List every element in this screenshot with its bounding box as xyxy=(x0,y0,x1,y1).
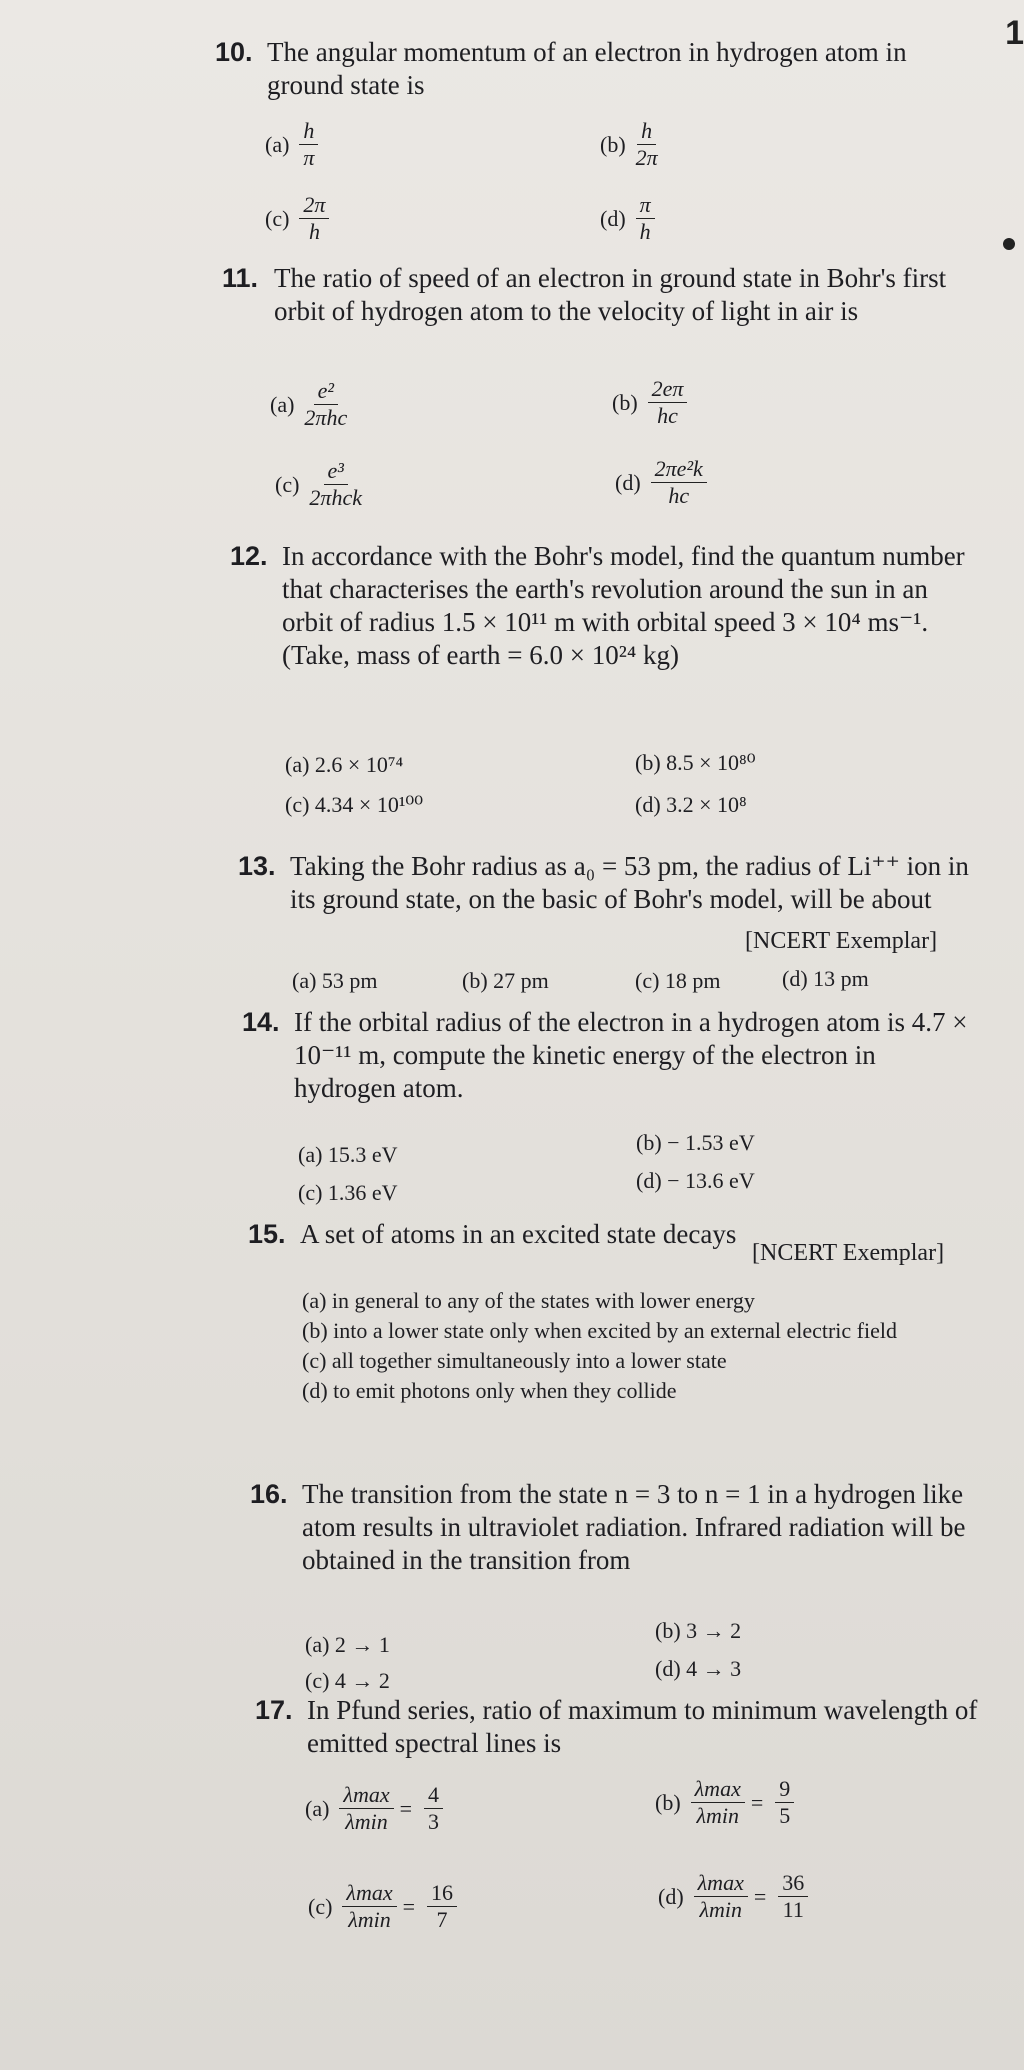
option-d[interactable]: (d) $\frac{\pi}{h}$ xyxy=(600,192,655,245)
option-a[interactable]: (a) 15.3 eV xyxy=(298,1142,398,1167)
question-14 xyxy=(242,1006,982,1105)
option-c[interactable]: (c) 18 pm xyxy=(635,968,721,993)
question-17 xyxy=(255,1694,995,1760)
option-a[interactable]: (a) in general to any of the states with lower energy xyxy=(302,1288,755,1313)
question-12 xyxy=(230,540,970,672)
option-b[interactable]: (b) 8.5 × 10⁸⁰ xyxy=(635,750,756,775)
question-number: 16. xyxy=(250,1479,288,1509)
bullet-dot xyxy=(1003,238,1015,250)
question-13 xyxy=(238,850,978,916)
option-d[interactable]: (d) 4 → 3 xyxy=(655,1656,742,1681)
option-d[interactable]: (d) to emit photons only when they collide xyxy=(302,1378,677,1403)
option-c[interactable]: (c) 4 → 2 xyxy=(305,1668,390,1693)
question-number: 12. xyxy=(230,541,268,571)
question-11 xyxy=(222,262,982,328)
question-text: Taking the Bohr radius as a₀ = 53 pm, the radius of Li⁺⁺ ion in its ground state, on the basic of Bohr's model, will be about xyxy=(290,851,969,914)
question-text: In Pfund series, ratio of maximum to minimum wavelength of emitted spectral lines is xyxy=(307,1695,978,1758)
option-b[interactable]: (b) into a lower state only when excited by an external electric field xyxy=(302,1318,897,1343)
option-b[interactable]: (b) $\frac{h}{2\pi}$ xyxy=(600,118,658,170)
option-b[interactable]: (b) − 1.53 eV xyxy=(636,1130,755,1155)
page-edge-number: 1 xyxy=(1005,14,1024,52)
option-c[interactable]: (c) 1.36 eV xyxy=(298,1180,398,1205)
option-d[interactable]: (d) $\frac{\lambda\max}{\lambda\min}$ = $\frac{36}{11}$ xyxy=(658,1870,808,1923)
question-text: The ratio of speed of an electron in ground state in Bohr's first orbit of hydrogen atom to the velocity of light in air is xyxy=(274,263,947,326)
option-d[interactable]: (d) $\frac{\text{2πe²k}}{hc}$ xyxy=(615,456,707,509)
source-tag: [NCERT Exemplar] xyxy=(752,1240,945,1266)
question-number: 10. xyxy=(215,37,253,67)
option-b[interactable]: (b) 3 → 2 xyxy=(655,1618,742,1643)
option-b[interactable]: (b) $\frac{2e\pi}{hc}$ xyxy=(612,376,687,429)
option-d[interactable]: (d) − 13.6 eV xyxy=(636,1168,755,1193)
question-text: If the orbital radius of the electron in a hydrogen atom is 4.7 × 10⁻¹¹ m, compute the kinetic energy of the electron in hydrogen atom. xyxy=(294,1007,968,1103)
option-c[interactable]: (c) $\frac{\text{e³}}{\text{2πhck}}$ xyxy=(275,458,362,510)
question-number: 14. xyxy=(242,1007,280,1037)
option-a[interactable]: (a) $\frac{h}{\pi}$ xyxy=(265,118,318,171)
option-d[interactable]: (d) 3.2 × 10⁸ xyxy=(635,792,747,817)
question-10 xyxy=(215,36,975,102)
question-note: (Take, mass of earth = 6.0 × 10²⁴ kg) xyxy=(282,640,679,670)
source-tag: [NCERT Exemplar] xyxy=(745,928,938,954)
question-number: 13. xyxy=(238,851,276,881)
option-c[interactable]: (c) $\frac{2\pi}{h}$ xyxy=(265,192,329,245)
option-a[interactable]: (a) 2 → 1 xyxy=(305,1632,390,1657)
question-number: 17. xyxy=(255,1695,293,1725)
question-text: The transition from the state n = 3 to n = 1 in a hydrogen like atom results in ultraviolet radiation. Infrared radiation will be obtained in the transition from xyxy=(302,1479,966,1575)
question-text: A set of atoms in an excited state decays xyxy=(300,1219,737,1249)
question-number: 11. xyxy=(222,263,259,293)
option-a[interactable]: (a) 53 pm xyxy=(292,968,378,993)
question-16 xyxy=(250,1478,990,1577)
option-a[interactable]: (a) 2.6 × 10⁷⁴ xyxy=(285,752,404,777)
option-c[interactable]: (c) 4.34 × 10¹⁰⁰ xyxy=(285,792,424,817)
option-a[interactable]: (a) $\frac{\lambda\max}{\lambda\min}$ = $\frac{4}{3}$ xyxy=(305,1782,443,1835)
question-text: In accordance with the Bohr's model, find the quantum number that characterises the earth's revolution around the sun in an orbit of radius 1.5 × 10¹¹ m with orbital speed 3 × 10⁴ ms⁻¹. xyxy=(282,541,965,637)
option-a[interactable]: (a) $\frac{\text{e²}}{\text{2πhc}}$ xyxy=(270,378,348,430)
option-c[interactable]: (c) $\frac{\lambda\max}{\lambda\min}$ = $\frac{16}{7}$ xyxy=(308,1880,457,1933)
question-text: The angular momentum of an electron in hydrogen atom in ground state is xyxy=(267,37,907,100)
option-d[interactable]: (d) 13 pm xyxy=(782,966,869,991)
option-b[interactable]: (b) 27 pm xyxy=(462,968,549,993)
option-c[interactable]: (c) all together simultaneously into a lower state xyxy=(302,1348,727,1373)
question-number: 15. xyxy=(248,1219,286,1249)
option-b[interactable]: (b) $\frac{\lambda\max}{\lambda\min}$ = $\frac{9}{5}$ xyxy=(655,1776,794,1829)
options-list xyxy=(302,1284,942,1408)
